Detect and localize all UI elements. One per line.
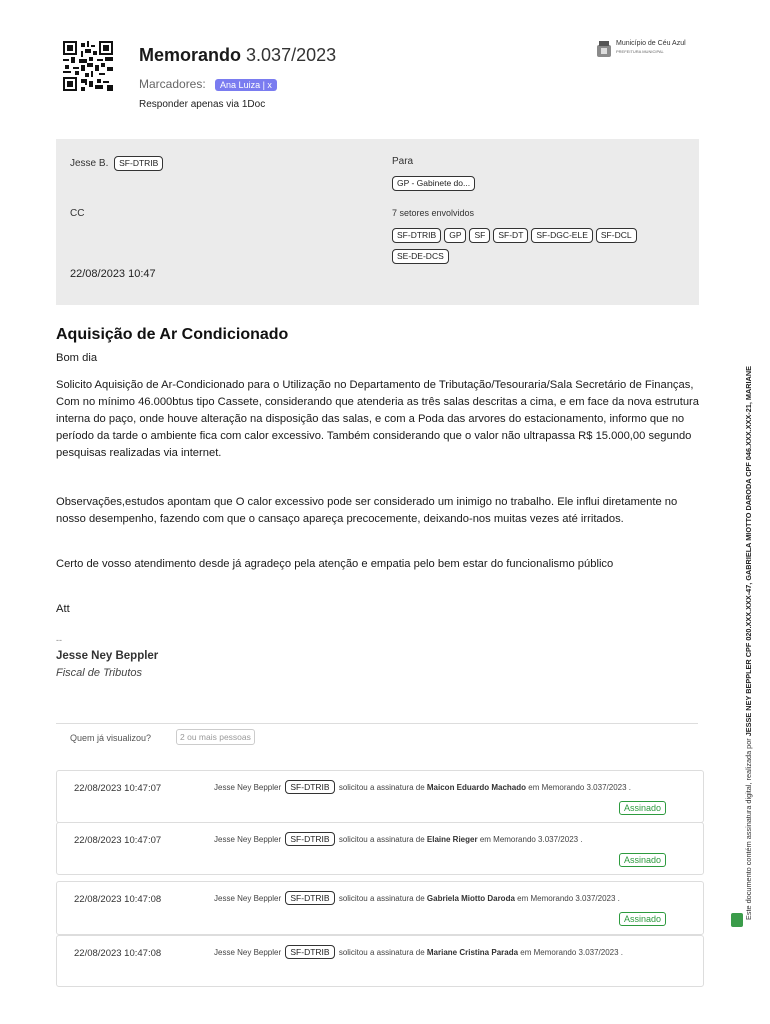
log-date: 22/08/2023 10:47:07: [74, 783, 162, 794]
reply-note: Responder apenas via 1Doc: [139, 99, 266, 110]
log-action: solicitou a assinatura de: [338, 783, 425, 792]
log-text: [214, 890, 674, 907]
log-target: Maicon Eduardo Machado: [426, 783, 527, 792]
log-entry: [56, 822, 704, 875]
coat-of-arms-icon: [594, 39, 614, 59]
signature-note-signers: JESSE NEY BEPPLER CPF 020.XXX.XXX-47, GABRIELA MIOTTO DARODA CPF 046.XXX.XXX-21, MARIANE: [744, 366, 753, 737]
marker-tag[interactable]: Ana Luiza | x: [215, 79, 277, 91]
sectors-count: 7 setores envolvidos: [392, 208, 475, 218]
log-target: Gabriela Miotto Daroda: [426, 894, 515, 903]
log-actor: Jesse Ney Beppler: [214, 835, 282, 844]
log-actor: Jesse Ney Beppler: [214, 783, 282, 792]
log-target: Mariane Cristina Parada: [426, 948, 519, 957]
signature-note-prefix: Este documento contém assinatura digital, realizada por: [744, 738, 753, 920]
logo-subtitle: PREFEITURA MUNICIPAL: [616, 49, 664, 54]
sector-chip[interactable]: SF-DCL: [596, 228, 637, 243]
log-action: solicitou a assinatura de: [338, 894, 425, 903]
log-sector-chip[interactable]: SF-DTRIB: [285, 945, 334, 959]
markers-label: Marcadores:: [139, 77, 206, 91]
log-entry: [56, 881, 704, 935]
log-text: [214, 944, 674, 961]
signed-badge: Assinado: [619, 912, 666, 926]
signer-name: Jesse Ney Beppler: [56, 650, 159, 662]
body-paragraph-2: Observações,estudos apontam que O calor excessivo pode ser considerado um inimigo no trabalho. Ele influi diretamente no nosso desempenho, fazendo com que o cansaço apareça precocemente, deixando-nos muitas vezes até irritados.: [56, 496, 678, 525]
log-sector-chip[interactable]: SF-DTRIB: [285, 891, 334, 905]
signature-separator: --: [56, 635, 62, 645]
memo-title-type: Memorando: [139, 45, 242, 65]
to-chips: [392, 173, 478, 191]
body-paragraph-1: Solicito Aquisição de Ar-Condicionado para o Utilização no Departamento de Tributação/Tesouraria/Sala Secretário de Finanças, Com no mínimo 46.000btus tipo Cassete, considerando que atenderia as três salas descritas a cima, e em face da nova estrutura interna do paço, onde houve alteração na disposição das salas, e com a Poda das arvores do estacionamento, informo que no período da tarde o ambiente fica com calor excessivo. Também considerando que o valor não ultrapassa R$ 15.000,00 segundo pesquisas realizadas via internet.: [56, 379, 700, 459]
log-actor: Jesse Ney Beppler: [214, 948, 282, 957]
qr-code-icon: [63, 41, 113, 91]
log-text: [214, 779, 674, 796]
sector-chip[interactable]: SE-DE-DCS: [392, 249, 449, 264]
sector-chip[interactable]: SF-DT: [493, 228, 528, 243]
log-date: 22/08/2023 10:47:07: [74, 835, 162, 846]
log-suffix: em Memorando 3.037/2023 .: [517, 894, 620, 903]
greeting: Bom dia: [56, 352, 98, 364]
divider: [56, 723, 698, 724]
log-action: solicitou a assinatura de: [338, 948, 425, 957]
digital-signature-icon: [731, 913, 743, 927]
closing: Att: [56, 603, 70, 615]
log-date: 22/08/2023 10:47:08: [74, 894, 162, 905]
signed-badge: Assinado: [619, 853, 666, 867]
cc-label: CC: [70, 208, 85, 219]
memo-title: [139, 45, 336, 66]
memo-number: 3.037/2023: [246, 45, 337, 65]
log-date: 22/08/2023 10:47:08: [74, 948, 162, 959]
sector-chip[interactable]: GP: [444, 228, 466, 243]
sector-chip[interactable]: SF-DGC-ELE: [531, 228, 592, 243]
sector-chips-row2: [392, 246, 452, 264]
logo-name: Município de Céu Azul: [616, 40, 686, 47]
viewed-label: Quem já visualizou?: [70, 733, 152, 743]
log-action: solicitou a assinatura de: [338, 835, 425, 844]
digital-signature-note: [744, 366, 753, 920]
log-suffix: em Memorando 3.037/2023 .: [528, 783, 631, 792]
log-sector-chip[interactable]: SF-DTRIB: [285, 780, 334, 794]
signed-badge: Assinado: [619, 801, 666, 815]
log-suffix: em Memorando 3.037/2023 .: [520, 948, 624, 957]
viewers-button[interactable]: 2 ou mais pessoas: [176, 729, 255, 745]
log-actor: Jesse Ney Beppler: [214, 894, 282, 903]
log-entry: [56, 770, 704, 823]
log-target: Elaine Rieger: [426, 835, 478, 844]
signer-role: Fiscal de Tributos: [56, 667, 142, 679]
body-paragraph-3: Certo de vosso atendimento desde já agradeço pela atenção e empatia pelo bem estar do funcionalismo público: [56, 558, 614, 570]
log-text: [214, 831, 674, 848]
sender-sector-chip[interactable]: SF-DTRIB: [114, 156, 163, 171]
memo-subject: Aquisição de Ar Condicionado: [56, 326, 289, 343]
sender: [70, 156, 166, 171]
sector-chips: [392, 225, 692, 243]
municipality-logo: [594, 39, 714, 61]
to-label: Para: [392, 156, 414, 167]
log-sector-chip[interactable]: SF-DTRIB: [285, 832, 334, 846]
markers-row: [139, 77, 277, 91]
sector-chip[interactable]: SF: [469, 228, 490, 243]
sector-chip[interactable]: SF-DTRIB: [392, 228, 441, 243]
log-entry: [56, 935, 704, 987]
memo-date: 22/08/2023 10:47: [70, 268, 156, 280]
sender-name: Jesse B.: [70, 158, 109, 169]
log-suffix: em Memorando 3.037/2023 .: [479, 835, 583, 844]
routing-panel: [56, 139, 699, 305]
to-chip[interactable]: GP - Gabinete do...: [392, 176, 475, 191]
